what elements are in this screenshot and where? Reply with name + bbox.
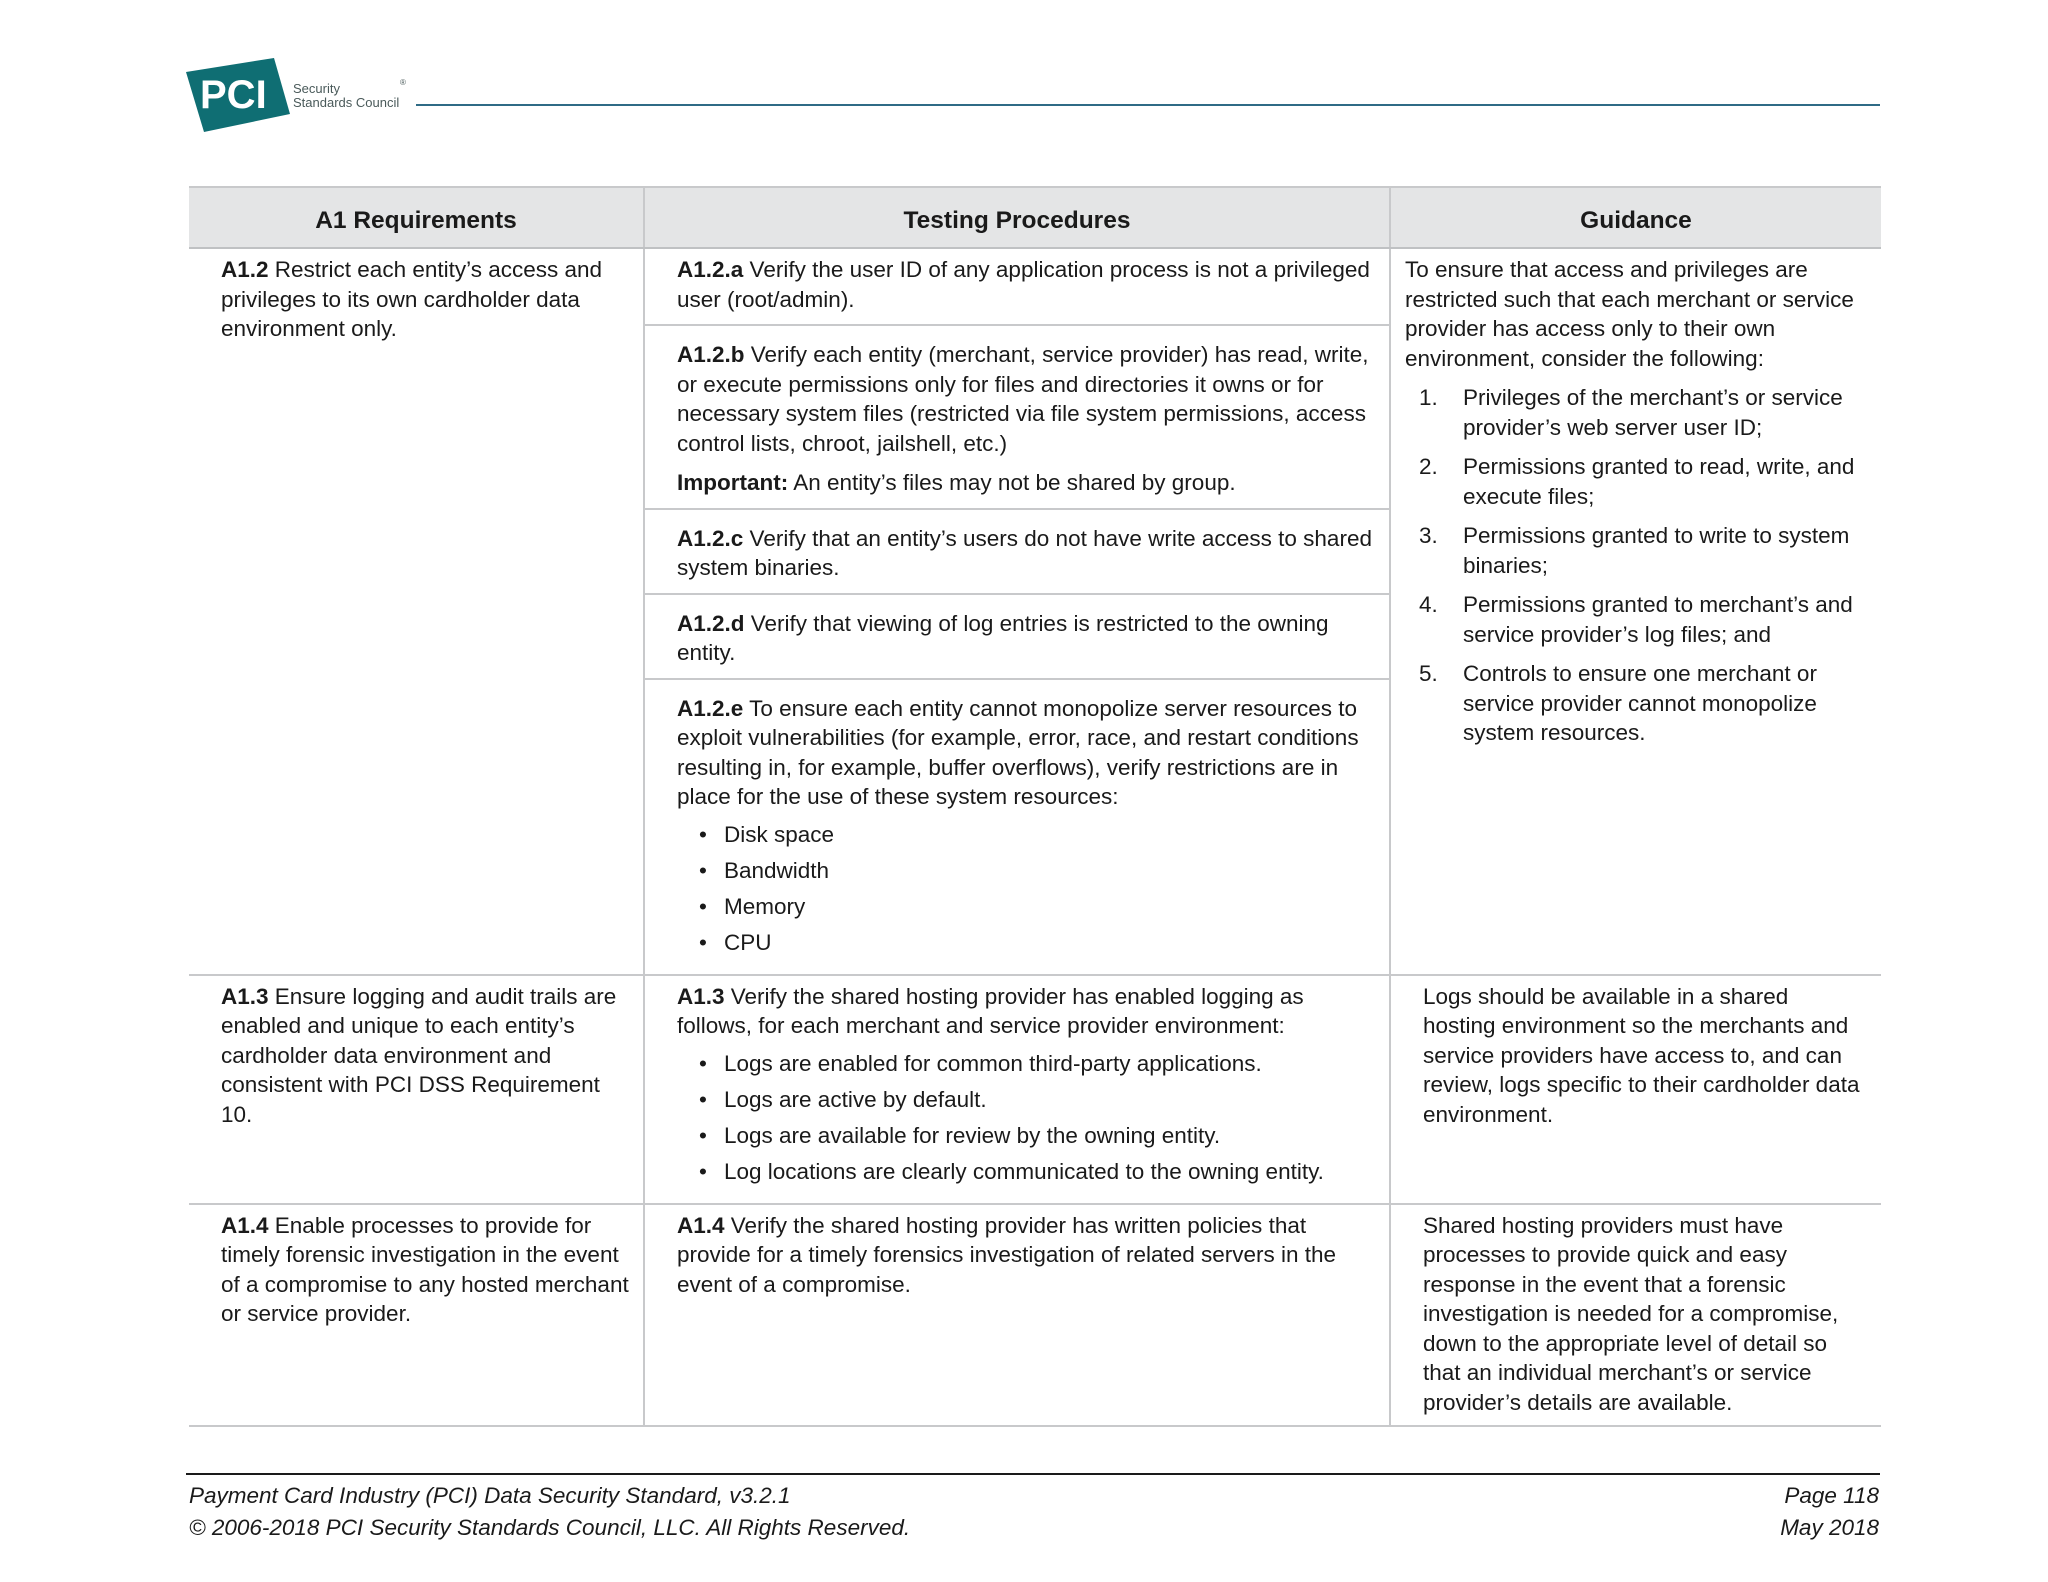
important-label: Important: — [677, 470, 789, 495]
header-testing-procedures: Testing Procedures — [644, 187, 1390, 248]
guidance-cell — [1390, 975, 1881, 1204]
procedure-a1-2-b — [645, 324, 1389, 508]
footer-page-number: Page 118 — [1784, 1483, 1879, 1508]
logo-tagline — [293, 82, 399, 110]
page-footer — [189, 1480, 1879, 1544]
list-item: • Bandwidth — [677, 856, 1377, 886]
procedure-a1-2-d — [645, 593, 1389, 678]
list-item — [1405, 659, 1867, 748]
header-a1-requirements: A1 Requirements — [189, 187, 644, 248]
header-guidance: Guidance — [1390, 187, 1881, 248]
list-number: 3. — [1419, 523, 1438, 548]
procedure-id: A1.2.e — [677, 695, 744, 721]
list-text: Permissions granted to write to system binaries; — [1463, 523, 1850, 578]
list-item: • Logs are active by default. — [677, 1085, 1377, 1115]
important-text: An entity’s files may not be shared by group. — [788, 470, 1236, 495]
requirement-id: A1.4 — [221, 1212, 269, 1238]
footer-document-title: Payment Card Industry (PCI) Data Security Standard, v3.2.1 — [189, 1483, 791, 1508]
requirement-text: Ensure logging and audit trails are enabled and unique to each entity’s cardholder data environment and consistent with PCI DSS Requirement 10. — [221, 983, 617, 1127]
procedure-text: Verify the user ID of any application process is not a privileged user (root/admin). — [677, 257, 1370, 312]
logo-tagline-line-1: Security — [293, 81, 340, 96]
requirement-cell — [189, 248, 644, 975]
procedure-a1-2-e — [645, 678, 1389, 974]
logging-list — [677, 1049, 1377, 1187]
list-text: Controls to ensure one merchant or service provider cannot monopolize system resources. — [1463, 661, 1817, 745]
list-number: 1. — [1419, 385, 1438, 410]
procedure-id: A1.2.d — [677, 610, 745, 636]
guidance-cell — [1390, 1204, 1881, 1427]
requirement-text: Enable processes to provide for timely forensic investigation in the event of a compromise to any hosted merchant or service provider. — [221, 1212, 629, 1326]
important-note — [677, 468, 1377, 498]
header-rule — [416, 104, 1880, 106]
footer-rule — [186, 1473, 1880, 1475]
procedure-a1-2-a — [645, 249, 1389, 324]
procedure-a1-2-c — [645, 508, 1389, 593]
procedure-text: To ensure each entity cannot monopolize server resources to exploit vulnerabilities (for example, error, race, and restart conditions resulting in, for example, buffer overflows), verify restrictions are in place for the use of these system resources: — [677, 695, 1359, 809]
list-item: • Memory — [677, 892, 1377, 922]
table-row-a1-3 — [189, 975, 1881, 1204]
procedure-text: Verify the shared hosting provider has written policies that provide for a timely forensics investigation of related servers in the event of a compromise. — [677, 1212, 1337, 1297]
requirement-id: A1.3 — [221, 983, 269, 1009]
table-row-a1-4 — [189, 1204, 1881, 1427]
footer-date: May 2018 — [1780, 1515, 1879, 1540]
pci-logo — [186, 58, 416, 132]
list-number: 5. — [1419, 661, 1438, 686]
procedure-a1-4 — [645, 1205, 1389, 1310]
procedure-id: A1.4 — [677, 1212, 725, 1238]
requirement-cell — [189, 975, 644, 1204]
footer-copyright: © 2006-2018 PCI Security Standards Council, LLC. All Rights Reserved. — [189, 1515, 911, 1540]
guidance-cell — [1390, 248, 1881, 975]
procedure-id: A1.3 — [677, 983, 725, 1009]
list-item — [1405, 452, 1867, 511]
list-item: • Log locations are clearly communicated to the owning entity. — [677, 1157, 1377, 1187]
list-item: • Disk space — [677, 820, 1377, 850]
procedure-a1-3 — [645, 976, 1389, 1203]
list-item: • CPU — [677, 928, 1377, 958]
logo-tagline-line-2: Standards Council — [293, 95, 400, 110]
list-number: 4. — [1419, 592, 1438, 617]
table-row-a1-2 — [189, 248, 1881, 975]
list-item — [1405, 590, 1867, 649]
procedure-text: Verify the shared hosting provider has enabled logging as follows, for each merchant and service provider environment: — [677, 983, 1304, 1038]
list-item — [1405, 521, 1867, 580]
procedures-cell — [644, 975, 1390, 1204]
requirement-text: Restrict each entity’s access and privileges to its own cardholder data environment only. — [221, 257, 603, 341]
procedure-text: Verify that viewing of log entries is restricted to the owning entity. — [677, 610, 1329, 665]
guidance-intro: To ensure that access and privileges are restricted such that each merchant or service provider has access only to their own environment, consider the following: — [1405, 257, 1854, 371]
requirement-cell — [189, 1204, 644, 1427]
pci-logo-mark — [186, 58, 290, 132]
list-item — [1405, 383, 1867, 442]
procedure-text: Verify each entity (merchant, service provider) has read, write, or execute permissions only for files and directories it owns or for necessary system files (restricted via file system permissions, access control lists, chroot, jailshell, etc.) — [677, 342, 1369, 456]
procedure-id: A1.2.c — [677, 525, 744, 551]
list-text: Privileges of the merchant’s or service provider’s web server user ID; — [1463, 385, 1843, 440]
requirements-table — [189, 186, 1881, 1427]
procedure-text: Verify that an entity’s users do not have write access to shared system binaries. — [677, 525, 1372, 580]
resource-list — [677, 820, 1377, 958]
table-header-row — [189, 187, 1881, 248]
list-item: • Logs are available for review by the owning entity. — [677, 1121, 1377, 1151]
registered-mark: ® — [400, 78, 406, 87]
logo-name: PCI — [200, 73, 267, 117]
guidance-text: Logs should be available in a shared hosting environment so the merchants and service providers have access to, and can review, logs specific to their cardholder data environment. — [1423, 983, 1860, 1127]
list-text: Permissions granted to merchant’s and service provider’s log files; and — [1463, 592, 1853, 647]
guidance-list — [1405, 383, 1867, 748]
list-number: 2. — [1419, 454, 1438, 479]
list-item: • Logs are enabled for common third-party applications. — [677, 1049, 1377, 1079]
procedures-cell — [644, 248, 1390, 975]
procedure-id: A1.2.b — [677, 342, 745, 367]
procedures-cell — [644, 1204, 1390, 1427]
list-text: Permissions granted to read, write, and execute files; — [1463, 454, 1855, 509]
procedure-id: A1.2.a — [677, 257, 744, 282]
requirement-id: A1.2 — [221, 257, 269, 282]
guidance-text: Shared hosting providers must have processes to provide quick and easy response in the event that a forensic investigation is needed for a compromise, down to the appropriate level of detail so that an individual merchant’s or service provider’s details are available. — [1423, 1212, 1839, 1415]
